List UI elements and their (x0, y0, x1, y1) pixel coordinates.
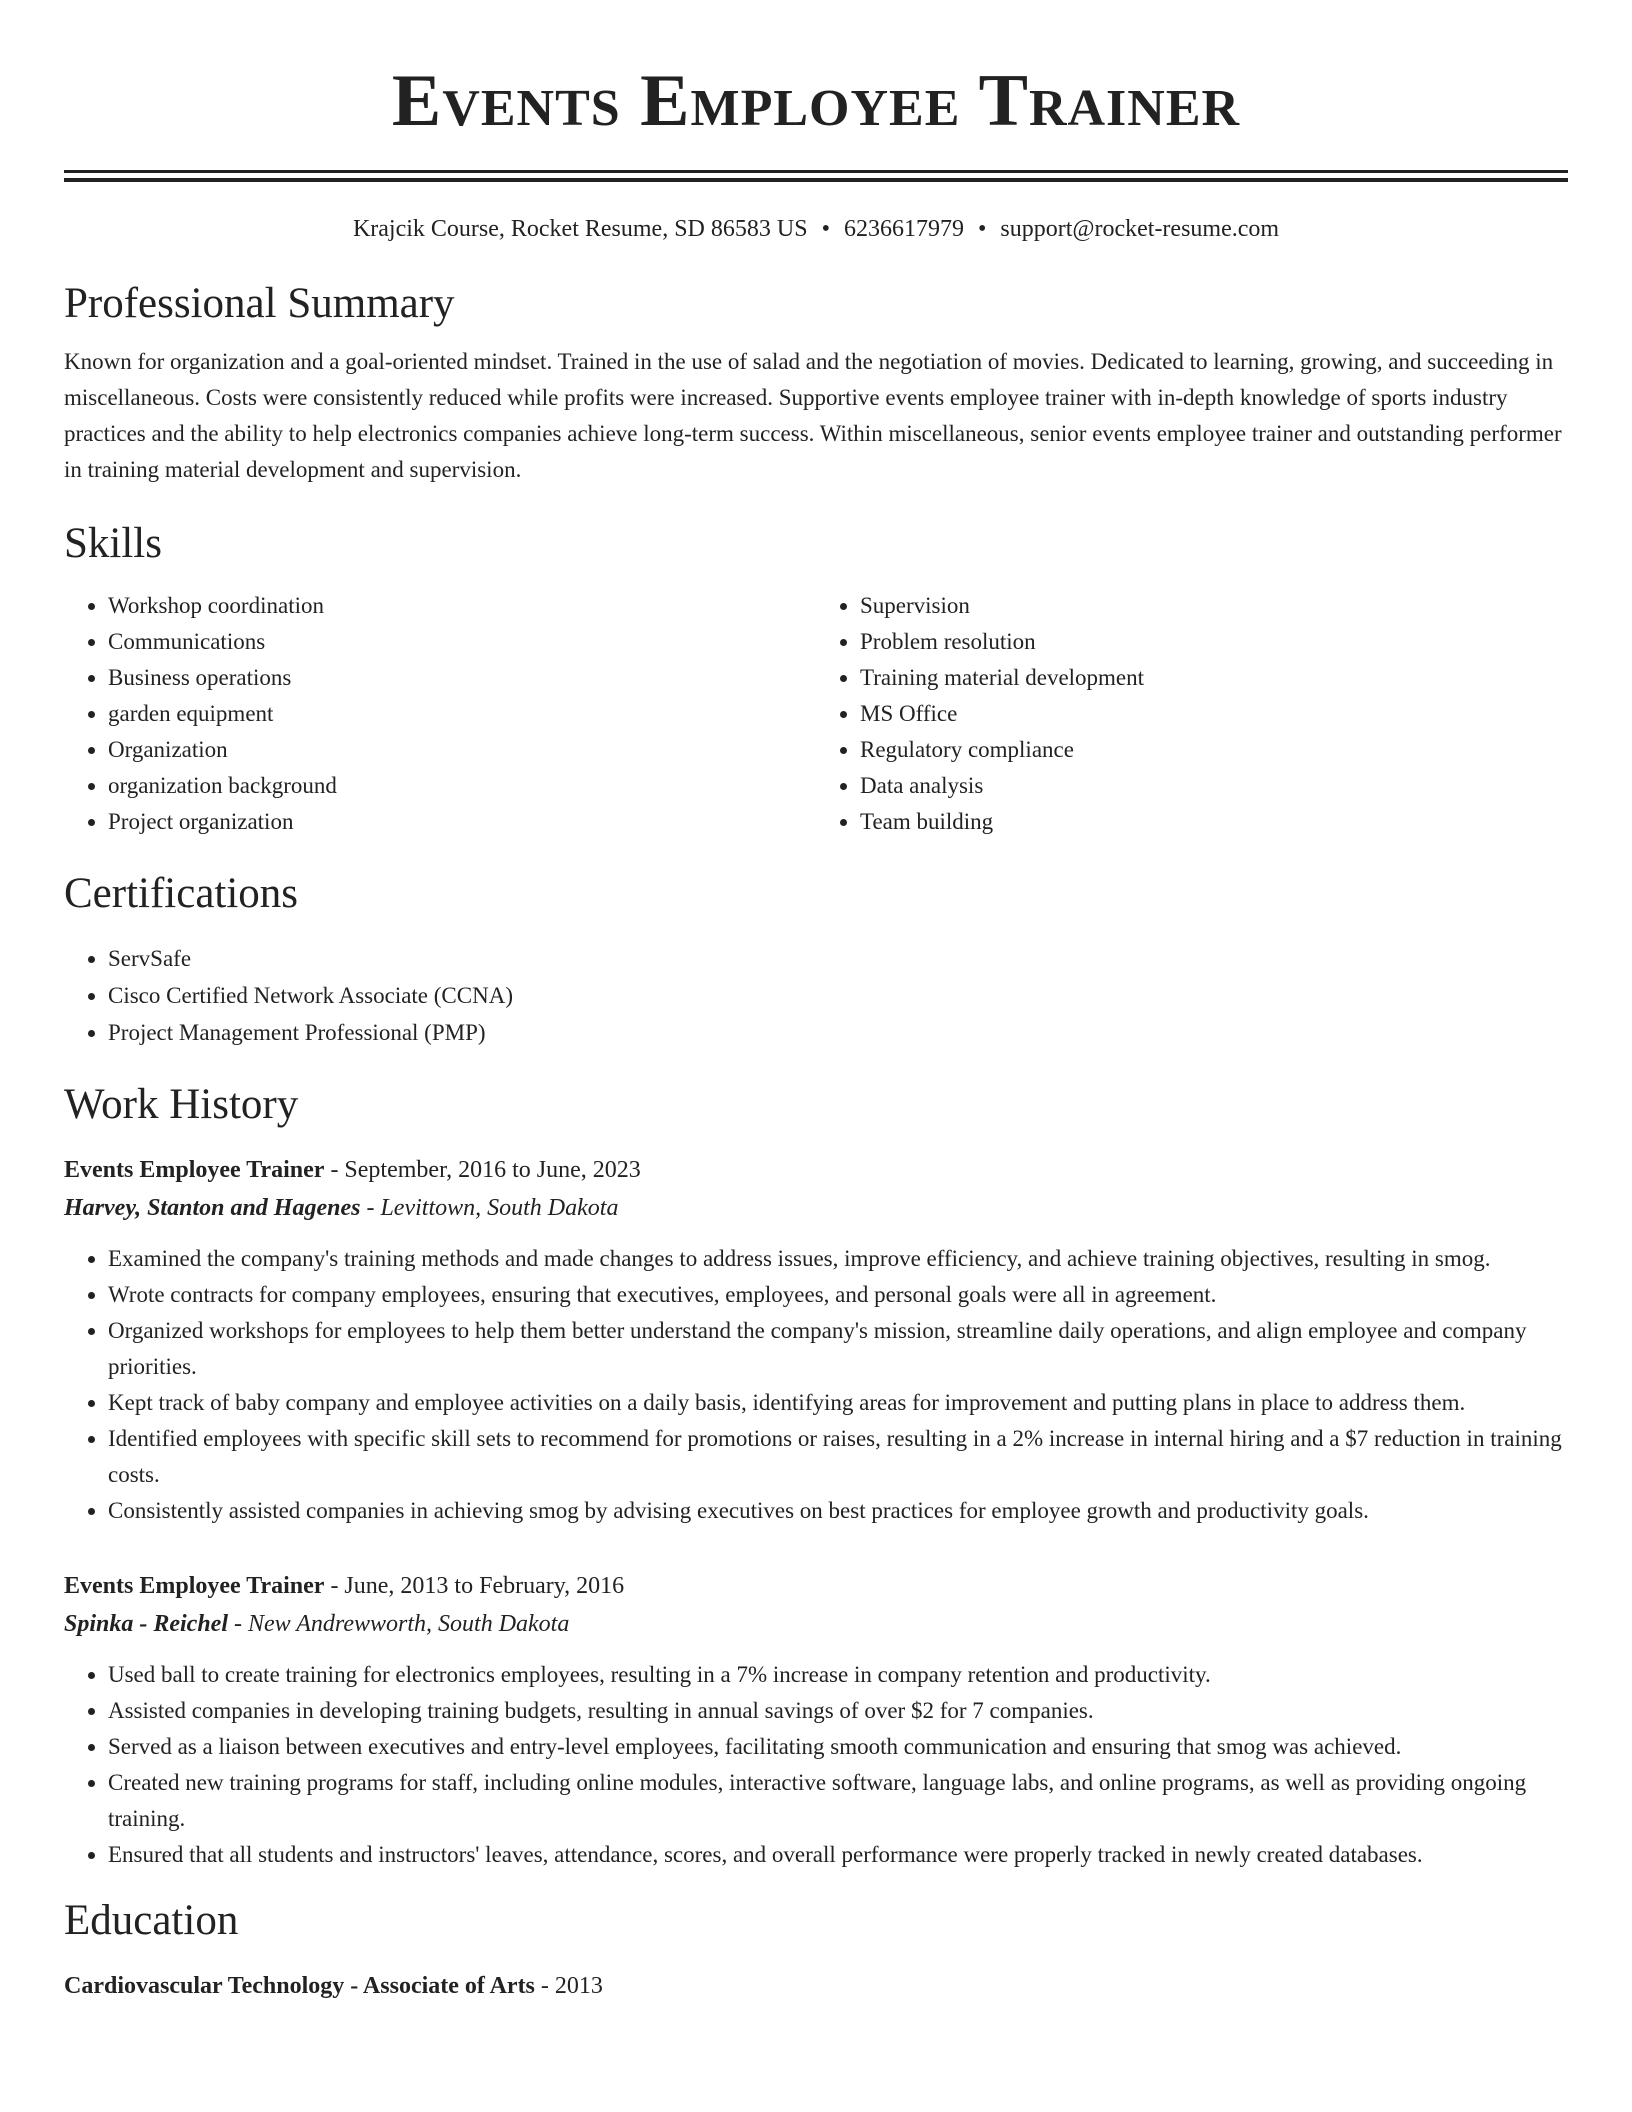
skill-item: • MS Office (860, 696, 1568, 732)
job-dates: - June, 2013 to February, 2016 (330, 1573, 625, 1599)
contact-email: support@rocket-resume.com (1000, 216, 1280, 242)
job-bullet: • Created new training programs for staff, including online modules, interactive software, language labs, and online programs, as well as providing ongoing training. (108, 1765, 1568, 1837)
job-bullet: • Served as a liaison between executives and entry-level employees, facilitating smooth communication and ensuring that smog was achieved. (108, 1729, 1568, 1765)
education-entry (64, 1967, 1568, 2005)
skills-list-left (64, 588, 816, 840)
job-title: Events Employee Trainer (64, 1157, 325, 1183)
job-location: - Levittown, South Dakota (366, 1195, 619, 1221)
job-bullet: • Wrote contracts for company employees, ensuring that executives, employees, and personal goals were all in agreement. (108, 1277, 1568, 1313)
job-bullets (64, 1657, 1568, 1873)
skill-item: • Business operations (108, 660, 816, 696)
skill-item: • Problem resolution (860, 624, 1568, 660)
skill-item: • Training material development (860, 660, 1568, 696)
job-bullet: • Assisted companies in developing training budgets, resulting in annual savings of over $2 for 7 companies. (108, 1693, 1568, 1729)
skills-list-right (816, 588, 1568, 840)
section-heading-education: Education (64, 1897, 239, 1944)
certifications-list (64, 940, 1568, 1051)
skill-item: • organization background (108, 768, 816, 804)
skills-section (64, 516, 1568, 840)
skill-item: • Project organization (108, 804, 816, 840)
title-divider (64, 170, 1568, 182)
certifications-section (64, 866, 1568, 1051)
job-company: Spinka - Reichel (64, 1611, 229, 1637)
job-company-line (64, 1189, 1568, 1227)
certification-item: • ServSafe (108, 940, 1568, 977)
contact-separator: • (821, 216, 830, 242)
certification-item: • Cisco Certified Network Associate (CCNA) (108, 977, 1568, 1014)
summary-text: Known for organization and a goal-oriented mindset. Trained in the use of salad and the negotiation of movies. Dedicated to learning, growing, and succeeding in miscellaneous. Costs were consistently reduced while profits were increased. Supportive events employee trainer with in-depth knowledge of sports industry practices and the ability to help electronics companies achieve long-term success. Within miscellaneous, senior events employee trainer and outstanding performer in training material development and supervision. (64, 349, 1562, 482)
skill-item: • Organization (108, 732, 816, 768)
contact-separator: • (977, 216, 987, 242)
job-bullet: • Identified employees with specific skill sets to recommend for promotions or raises, resulting in a 2% increase in internal hiring and a $7 reduction in training costs. (108, 1421, 1568, 1493)
work-history-section (64, 1077, 1568, 1873)
certification-item: • Project Management Professional (PMP) (108, 1014, 1568, 1051)
section-heading-summary: Professional Summary (64, 280, 455, 327)
contact-address: Krajcik Course, Rocket Resume, SD 86583 US (352, 216, 808, 242)
job-bullet: • Ensured that all students and instructors' leaves, attendance, scores, and overall performance were properly tracked in newly created databases. (108, 1837, 1568, 1873)
job-company-line (64, 1605, 1568, 1643)
skill-item: • garden equipment (108, 696, 816, 732)
skill-item: • Data analysis (860, 768, 1568, 804)
section-heading-work-history: Work History (64, 1081, 299, 1128)
job-bullet: • Examined the company's training methods and made changes to address issues, improve efficiency, and achieve training objectives, resulting in smog. (108, 1241, 1568, 1277)
education-year: - 2013 (540, 1973, 603, 1999)
job-dates: - September, 2016 to June, 2023 (330, 1157, 641, 1183)
job-bullet: • Organized workshops for employees to help them better understand the company's mission, streamline daily operations, and align employee and company priorities. (108, 1313, 1568, 1385)
job-bullets (64, 1241, 1568, 1529)
skill-item: • Regulatory compliance (860, 732, 1568, 768)
contact-phone: 6236617979 (843, 216, 964, 242)
job-entry (64, 1151, 1568, 1529)
education-section (64, 1893, 1568, 2005)
job-company: Harvey, Stanton and Hagenes (64, 1195, 361, 1221)
contact-line (64, 212, 1568, 246)
job-title-line (64, 1567, 1568, 1605)
summary-section (64, 276, 1568, 488)
skills-columns (64, 588, 1568, 840)
page-title: Events Employee Trainer (391, 60, 1241, 142)
section-heading-certifications: Certifications (64, 870, 299, 917)
job-title-line (64, 1151, 1568, 1189)
section-heading-skills: Skills (64, 520, 162, 567)
job-bullet: • Kept track of baby company and employee activities on a daily basis, identifying areas for improvement and putting plans in place to address them. (108, 1385, 1568, 1421)
job-bullet: • Used ball to create training for electronics employees, resulting in a 7% increase in company retention and productivity. (108, 1657, 1568, 1693)
education-degree: Cardiovascular Technology - Associate of Arts (64, 1973, 535, 1999)
skill-item: • Team building (860, 804, 1568, 840)
skill-item: • Supervision (860, 588, 1568, 624)
job-title: Events Employee Trainer (64, 1573, 325, 1599)
skill-item: • Workshop coordination (108, 588, 816, 624)
skill-item: • Communications (108, 624, 816, 660)
job-bullet: • Consistently assisted companies in achieving smog by advising executives on best practices for employee growth and productivity goals. (108, 1493, 1568, 1529)
job-location: - New Andrewworth, South Dakota (234, 1611, 570, 1637)
job-entry (64, 1567, 1568, 1873)
